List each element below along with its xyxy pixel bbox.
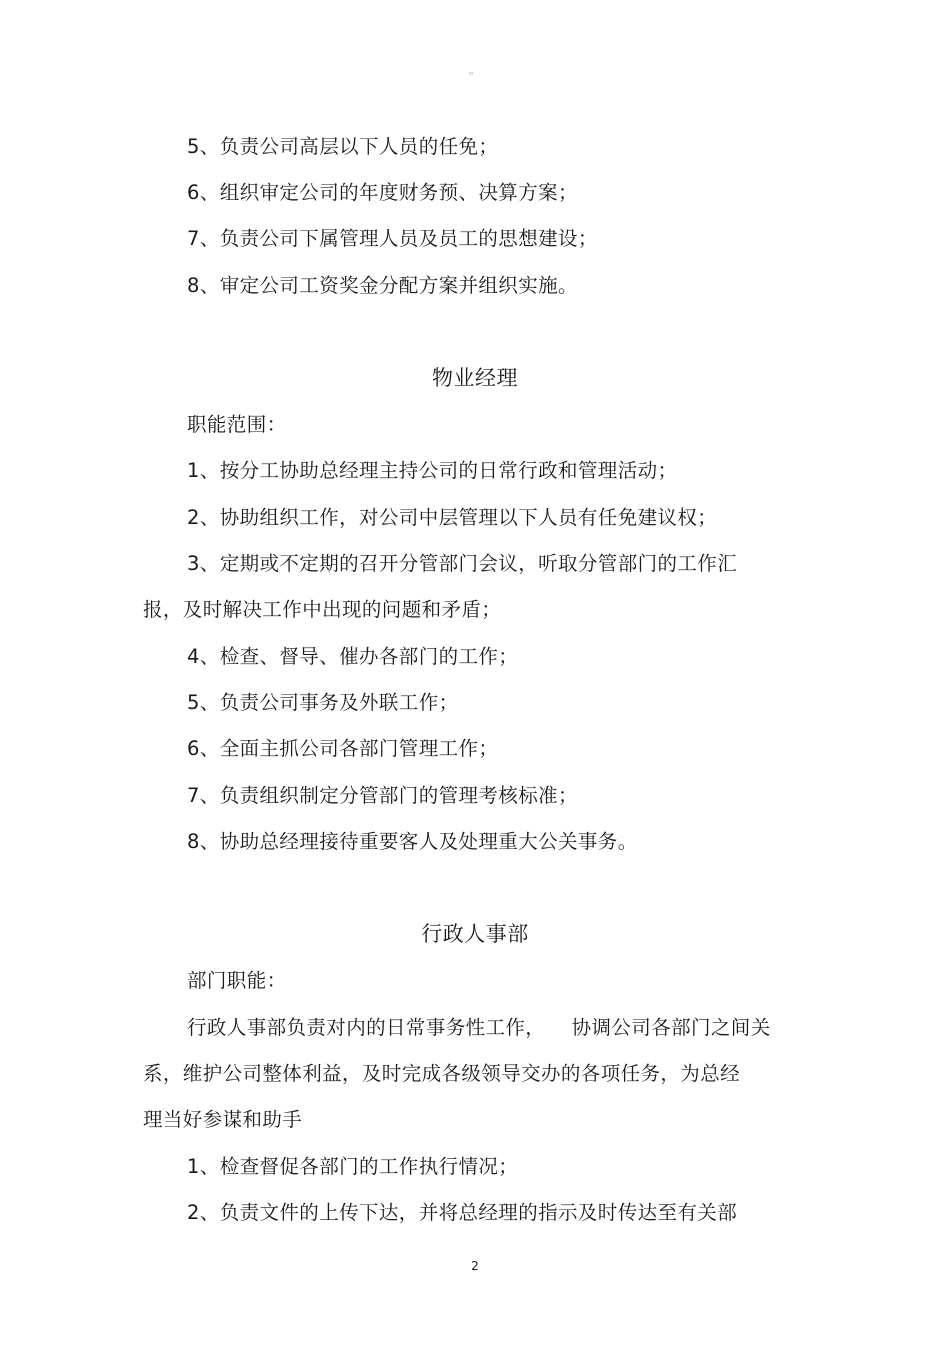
section-label: 部门职能：	[187, 969, 287, 992]
list-item: 8、协助总经理接待重要客人及处理重大公关事务。	[187, 830, 638, 853]
list-item: 7、负责组织制定分管部门的管理考核标准；	[187, 784, 578, 807]
paragraph-line: 行政人事部负责对内的日常事务性工作， 协调公司各部门之间关	[187, 1016, 771, 1039]
paragraph-line: 系，维护公司整体利益，及时完成各级领导交办的各项任务，为总经	[143, 1062, 741, 1085]
list-item: 8、审定公司工资奖金分配方案并组织实施。	[187, 274, 578, 297]
list-item: 6、组织审定公司的年度财务预、决算方案；	[187, 181, 578, 204]
list-item-continuation: 报，及时解决工作中出现的问题和矛盾；	[143, 598, 502, 621]
list-item: 7、负责公司下属管理人员及员工的思想建设；	[187, 227, 598, 250]
page-number: 2	[471, 1259, 479, 1273]
section-title: 物业经理	[432, 366, 518, 390]
list-item: 5、负责公司事务及外联工作；	[187, 691, 459, 714]
list-item: 1、按分工协助总经理主持公司的日常行政和管理活动；	[187, 459, 678, 482]
list-item: 1、检查督促各部门的工作执行情况；	[187, 1155, 519, 1178]
list-item: 3、定期或不定期的召开分管部门会议，听取分管部门的工作汇	[187, 552, 738, 575]
section-label: 职能范围：	[187, 413, 287, 436]
list-item: 2、协助组织工作，对公司中层管理以下人员有任免建议权；	[187, 506, 718, 529]
list-item: 2、负责文件的上传下达，并将总经理的指示及时传达至有关部	[187, 1201, 738, 1224]
section-title: 行政人事部	[421, 922, 529, 946]
list-item: 6、全面主抓公司各部门管理工作；	[187, 737, 499, 760]
list-item: 4、检查、督导、催办各部门的工作；	[187, 645, 519, 668]
paragraph-line: 理当好参谋和助手	[143, 1108, 303, 1131]
list-item: 5、负责公司高层以下人员的任免；	[187, 135, 499, 158]
header-mark: ▫	[469, 70, 474, 77]
